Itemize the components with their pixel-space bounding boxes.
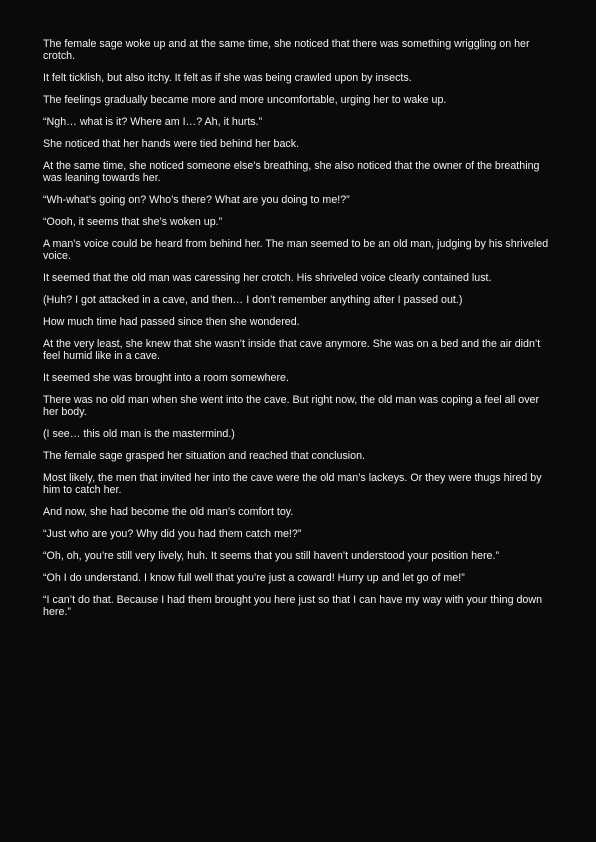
paragraph-22: “Oh I do understand. I know full well that you’re just a coward! Hurry up and let go of me!” (43, 572, 465, 584)
paragraph-3: The feelings gradually became more and more uncomfortable, urging her to wake up. (43, 94, 447, 106)
paragraph-6: At the same time, she noticed someone else’s breathing, she also noticed that the owner of the breathing was leaning towards her. (43, 160, 540, 184)
paragraph-20: “Just who are you? Why did you had them catch me!?” (43, 528, 302, 540)
paragraph-12: How much time had passed since then she wondered. (43, 316, 300, 328)
paragraph-9: A man’s voice could be heard from behind her. The man seemed to be an old man, judging by his shriveled voice. (43, 238, 549, 262)
paragraph-2: It felt ticklish, but also itchy. It felt as if she was being crawled upon by insects. (43, 72, 412, 84)
paragraph-10: It seemed that the old man was caressing her crotch. His shriveled voice clearly contained lust. (43, 272, 492, 284)
paragraph-1: The female sage woke up and at the same time, she noticed that there was something wriggling on her crotch. (43, 38, 530, 62)
paragraph-4: “Ngh… what is it? Where am I…? Ah, it hurts.” (43, 116, 263, 128)
paragraph-14: It seemed she was brought into a room somewhere. (43, 372, 289, 384)
paragraph-11: (Huh? I got attacked in a cave, and then… I don’t remember anything after I passed out.) (43, 294, 463, 306)
paragraph-17: The female sage grasped her situation and reached that conclusion. (43, 450, 366, 462)
paragraph-19: And now, she had become the old man’s comfort toy. (43, 506, 294, 518)
paragraph-15: There was no old man when she went into the cave. But right now, the old man was coping a feel all over her body. (43, 394, 540, 418)
paragraph-13: At the very least, she knew that she wasn’t inside that cave anymore. She was on a bed and the air didn’t feel humid like in a cave. (43, 338, 541, 362)
paragraph-18: Most likely, the men that invited her into the cave were the old man’s lackeys. Or they were thugs hired by him to catch her. (43, 472, 542, 496)
paragraph-5: She noticed that her hands were tied behind her back. (43, 138, 300, 150)
paragraph-7: “Wh-what’s going on? Who’s there? What are you doing to me!?” (43, 194, 350, 206)
paragraph-16: (I see… this old man is the mastermind.) (43, 428, 235, 440)
paragraph-21: “Oh, oh, you’re still very lively, huh. It seems that you still haven’t understood your position here.” (43, 550, 500, 562)
text-body (43, 38, 556, 618)
paragraph-23: “I can’t do that. Because I had them brought you here just so that I can have my way with your thing down here.” (43, 594, 543, 618)
paragraph-8: “Oooh, it seems that she’s woken up.” (43, 216, 223, 228)
